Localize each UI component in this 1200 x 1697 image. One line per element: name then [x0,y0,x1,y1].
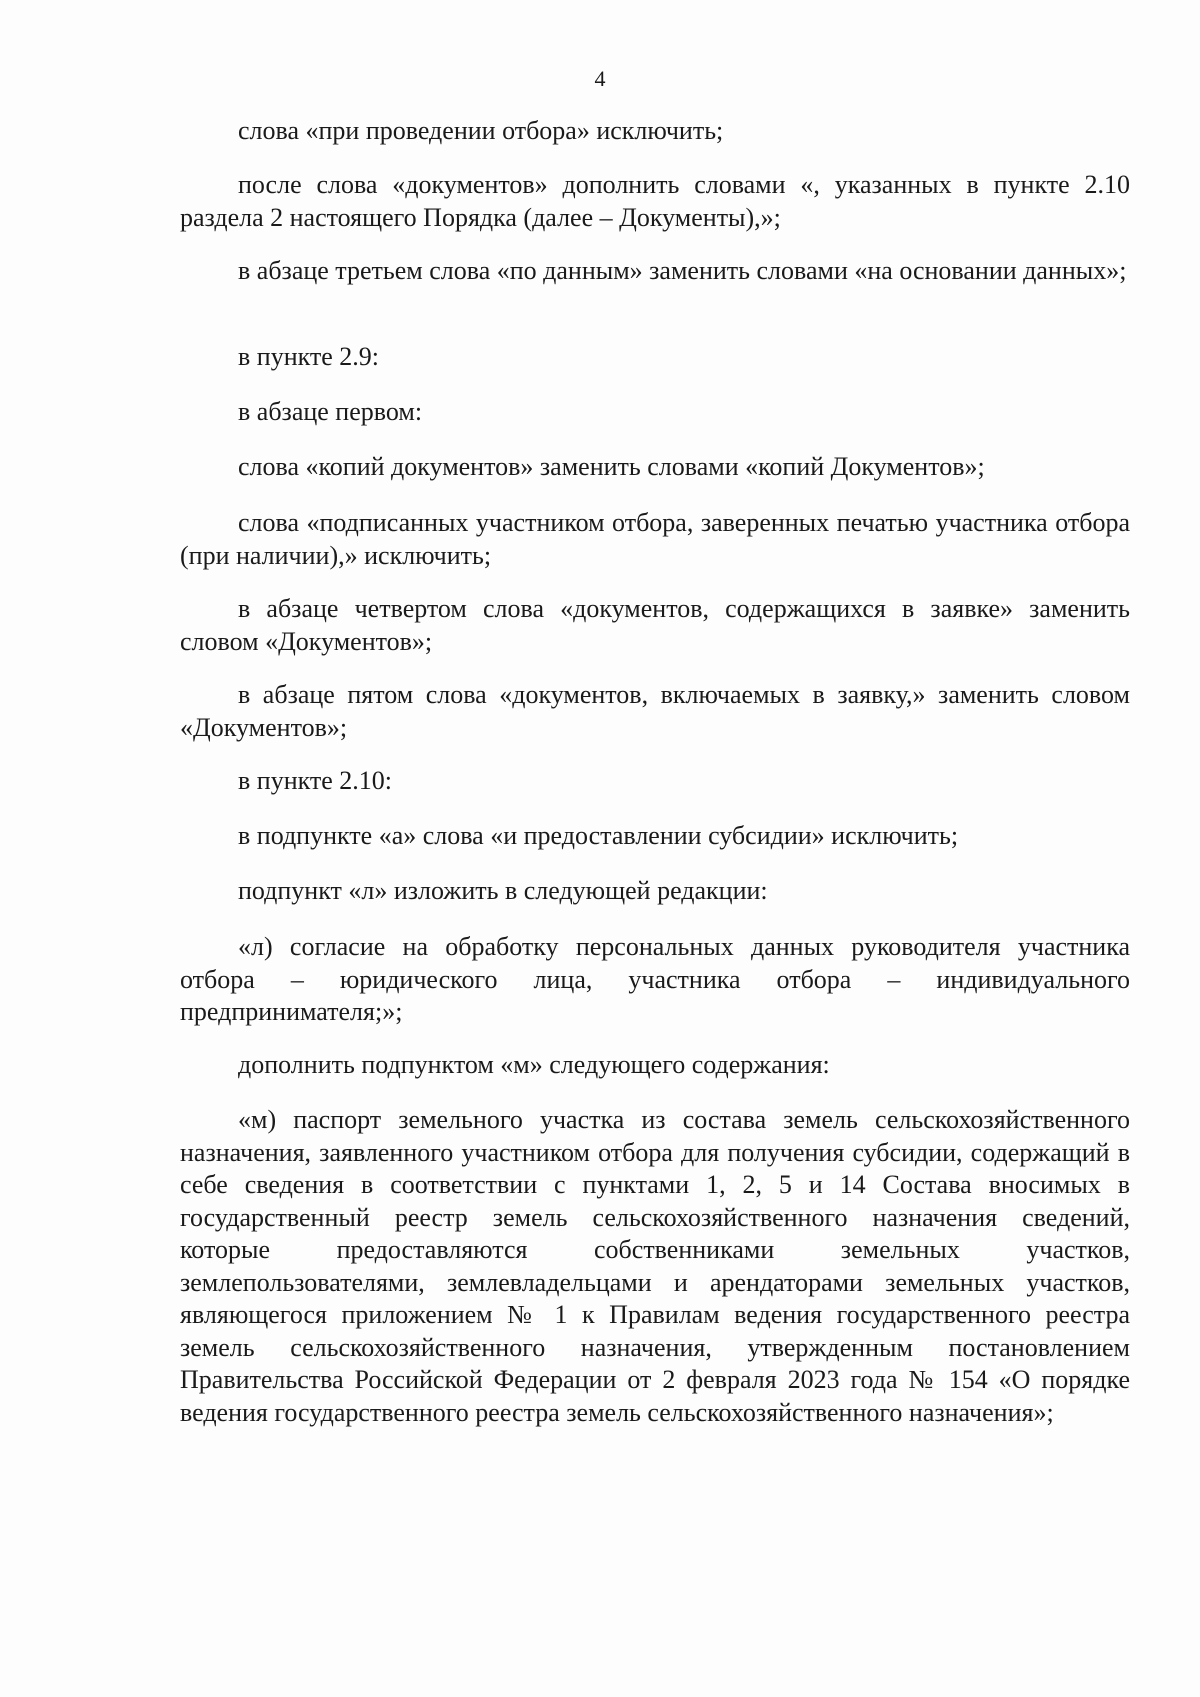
paragraph-15: «м) паспорт земельного участка из состава земель сельскохозяйственного назначения, заявленного участником отбора для получения субсидии, содержащий в себе сведения в соответствии с пунктами 1, 2, 5 и 14 Состава вносимых в государственный реестр земель сельскохозяйственного назначения сведений, которые предоставляются собственниками земельных участков, землепользователями, землевладельцами и арендаторами земельных участков, являющегося приложением № 1 к Правилам ведения государственного реестра земель сельскохозяйственного назначения, утвержденным постановлением Правительства Российской Федерации от 2 февраля 2023 года № 154 «О порядке ведения государственного реестра земель сельскохозяйственного назначения»; [180,1105,1130,1427]
paragraph-2: после слова «документов» дополнить словами «, указанных в пункте 2.10 раздела 2 настоящего Порядка (далее – Документы),»; [180,170,1130,232]
paragraph-11: в подпункте «а» слова «и предоставлении субсидии» исключить; [238,821,959,850]
page-number: 4 [594,66,606,91]
paragraph-10: в пункте 2.10: [238,766,393,795]
paragraph-12: подпункт «л» изложить в следующей редакции: [238,876,768,905]
paragraph-1: слова «при проведении отбора» исключить; [238,116,724,145]
paragraph-3: в абзаце третьем слова «по данным» заменить словами «на основании данных»; [238,256,1127,285]
paragraph-5: в абзаце первом: [238,397,423,426]
paragraph-6: слова «копий документов» заменить словами «копий Документов»; [238,452,985,481]
paragraph-7: слова «подписанных участником отбора, заверенных печатью участника отбора (при наличии),» исключить; [180,508,1130,570]
paragraph-13: «л) согласие на обработку персональных данных руководителя участника отбора – юридического лица, участника отбора – индивидуального предпринимателя;»; [180,932,1130,1026]
paragraph-4: в пункте 2.9: [238,342,380,371]
paragraph-8: в абзаце четвертом слова «документов, содержащихся в заявке» заменить словом «Документов»; [180,594,1130,656]
paragraph-14: дополнить подпунктом «м» следующего содержания: [238,1050,830,1079]
paragraph-9: в абзаце пятом слова «документов, включаемых в заявку,» заменить словом «Документов»; [180,680,1130,742]
